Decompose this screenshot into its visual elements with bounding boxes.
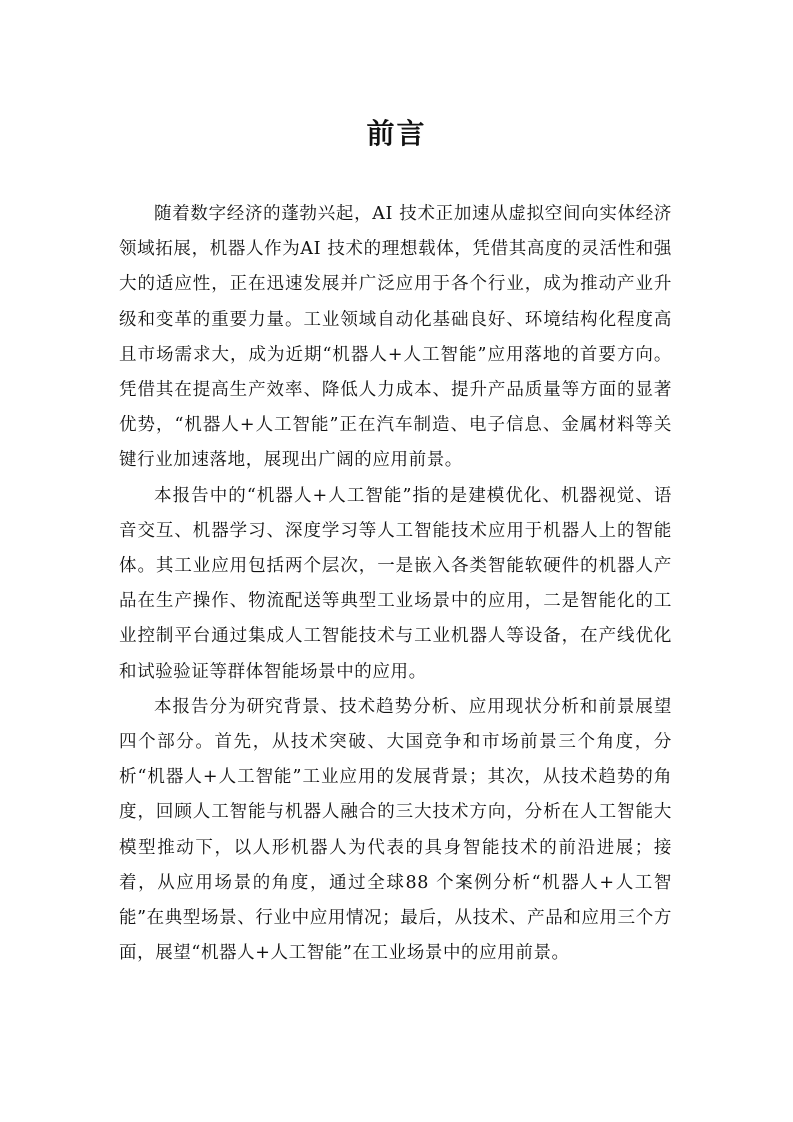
paragraph-1: 随着数字经济的蓬勃兴起，AI 技术正加速从虚拟空间向实体经济领域拓展，机器人作为AI 技术的理想载体，凭借其高度的灵活性和强大的适应性，正在迅速发展并广泛应用于各个行业，成为推动产业升级和变革的重要力量。工业领域自动化基础良好、环境结构化程度高且市场需求大，成为近期“机器人+人工智能”应用落地的首要方向。凭借其在提高生产效率、降低人力成本、提升产品质量等方面的显著优势，“机器人+人工智能”正在汽车制造、电子信息、金属材料等关键行业加速落地，展现出广阔的应用前景。: [119, 204, 672, 471]
paragraph-2: 本报告中的“机器人+人工智能”指的是建模优化、机器视觉、语音交互、机器学习、深度学习等人工智能技术应用于机器人上的智能体。其工业应用包括两个层次，一是嵌入各类智能软硬件的机器人产品在生产操作、物流配送等典型工业场景中的应用，二是智能化的工业控制平台通过集成人工智能技术与工业机器人等设备，在产线优化和试验验证等群体智能场景中的应用。: [119, 485, 672, 682]
page-title: 前言: [366, 117, 427, 150]
body-content: [119, 197, 672, 971]
paragraph-3: 本报告分为研究背景、技术趋势分析、应用现状分析和前景展望四个部分。首先，从技术突破、大国竞争和市场前景三个角度，分析“机器人+人工智能”工业应用的发展背景；其次，从技术趋势的角度，回顾人工智能与机器人融合的三大技术方向，分析在人工智能大模型推动下，以人形机器人为代表的具身智能技术的前沿进展；接着，从应用场景的角度，通过全球88 个案例分析“机器人+人工智能”在典型场景、行业中应用情况；最后，从技术、产品和应用三个方面，展望“机器人+人工智能”在工业场景中的应用前景。: [119, 696, 672, 964]
